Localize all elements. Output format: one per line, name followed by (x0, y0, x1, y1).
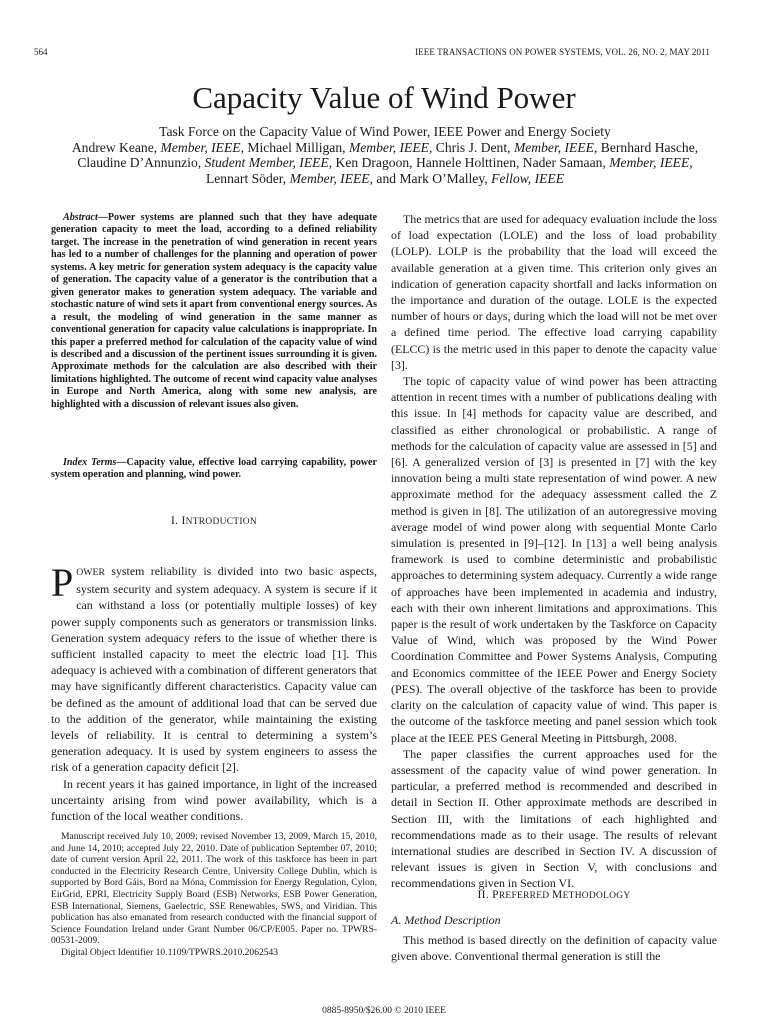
abstract (51, 212, 377, 411)
task-force-line: Task Force on the Capacity Value of Wind Power, IEEE Power and Energy Society (159, 124, 611, 139)
abstract-text: Power systems are planned such that they have adequate generation capacity to meet the load, according to a defined reliability target. The increase in the penetration of wind generation in recent years has led to a number of challenges for the planning and operation of power systems. A key metric for generation system adequacy is the capacity value of generation. The capacity value of a generator is the contribution that a given generator makes to generation system adequacy. The variable and stochastic nature of wind sets it apart from conventional energy sources. As a result, the modeling of wind generation in the same manner as conventional generation for capacity value calculations is inappropriate. In this paper a preferred method for calculation of the capacity value of wind is described and a discussion of the pertinent issues surrounding it is given. Approximate methods for the calculation are also described with their limitations highlighted. The outcome of recent wind capacity value analyses in Europe and North America, along with some new analysis, are highlighted with a discussion of relevant issues also given. (51, 212, 377, 410)
right-column-body (391, 211, 717, 892)
right-paragraph-2: The topic of capacity value of wind power has been attracting attention in recent times with a number of publications dealing with this issue. In [4] methods for capacity value are described, and classified as either chronological or probabilistic. A range of methods for the calculation of capacity value are assessed in [5] and [6]. A generalized version of [3] is presented in [7] with the key innovation being a multi state representation of wind power. A new approximate method for the adequacy assessment called the Z method is given in [8]. The utilization of an autoregressive moving average model of wind power along with sequential Monte Carlo simulation is presented in [9]–[12]. In [13] a well being analysis framework is used to combine deterministic and probabilistic approaches to determining system adequacy. Currently a wide range of approaches have been implemented in academia and industry, each with their own inherent limitations and approximations. This paper is the result of work undertaken by the Taskforce on Capacity Value of Wind, which was proposed by the Wind Power Coordination Committee and Power Systems Analysis, Computing and Economics committee of the IEEE Power and Energy Society (PES). The overall objective of the taskforce has been to provide clarity on the calculation of capacity value of wind. This paper is the outcome of the taskforce meeting and panel session which took place at the IEEE PES General Meeting in Pittsburgh, 2008. (391, 374, 717, 745)
index-terms-label: Index Terms— (63, 457, 127, 468)
section-heading-preferred-methodology: II. PREFERRED METHODOLOGY (477, 889, 631, 901)
introduction-body (51, 560, 377, 824)
intro-paragraph-1: POWER system reliability is divided into two basic aspects, system security and system adequacy. A system is secure if it can withstand a loss (or potentially multiple losses) of key power supply components such as generators or transmission links. Generation system adequacy refers to the issue of whether there is sufficient installed capacity to meet the electric load [1]. This adequacy is achieved with a combination of different generators that may have significantly different characteristics. Capacity value can be defined as the amount of additional load that can be served due to the addition of the generator, while maintaining the existing levels of reliability. It is central to determining a system’s generation adequacy. It is used by system engineers to assess the risk of a generation capacity deficit [2]. (51, 560, 377, 775)
section-heading-introduction: I. INTRODUCTION (171, 515, 257, 527)
abstract-label: Abstract— (63, 212, 108, 223)
footnote (51, 831, 377, 959)
author-block (40, 124, 730, 186)
copyright-footer: 0885-8950/$26.00 © 2010 IEEE (322, 1006, 446, 1016)
method-description-body (391, 932, 717, 964)
journal-header: IEEE TRANSACTIONS ON POWER SYSTEMS, VOL. 26, NO. 2, MAY 2011 (415, 47, 710, 57)
right-paragraph-4: This method is based directly on the definition of capacity value given above. Conventional thermal generation is still the (391, 933, 717, 964)
author-line-1: Andrew Keane, Member, IEEE, Michael Milligan, Member, IEEE, Chris J. Dent, Member, IEEE, Bernhard Hasche, (71, 139, 699, 155)
doi-note: Digital Object Identifier 10.1109/TPWRS.2010.2062543 (61, 946, 279, 958)
drop-cap: P (51, 560, 74, 605)
paper-title: Capacity Value of Wind Power (192, 80, 576, 115)
right-paragraph-3: The paper classifies the current approaches used for the assessment of the capacity value of wind power generation. In particular, a preferred method is recommended and described in detail in Section II. Other approximate methods are described in Section III, with the limitations of each highlighted and recommendations made as to their usage. The results of relevant international studies are described in Section IV. A discussion of relevant issues is given in Section V, with conclusions and recommendations given in Section VI. (391, 746, 717, 891)
intro-paragraph-2: In recent years it has gained importance, in light of the increased uncertainty arising from wind power availability, which is a function of the local weather conditions. (51, 776, 377, 824)
author-line-3: Lennart Söder, Member, IEEE, and Mark O’Malley, Fellow, IEEE (205, 170, 565, 186)
index-terms-text: Capacity value, effective load carrying capability, power system operation and planning, wind power. (51, 457, 377, 481)
author-line-2: Claudine D’Annunzio, Student Member, IEEE, Ken Dragoon, Hannele Holttinen, Nader Samaan, Member, IEEE, (77, 155, 693, 171)
right-paragraph-1: The metrics that are used for adequacy evaluation include the loss of load expectation (LOLE) and the loss of load probability (LOLP). LOLP is the probability that the load will exceed the available generation at a given time. This criterion only gives an indication of generation capacity shortfall and lacks information on the importance and duration of the outage. LOLE is the expected number of hours or days, during which the load will not be met over a defined time period. The effective load carrying capability (ELCC) is the metric used in this paper to denote the capacity value [3]. (391, 212, 717, 372)
subsection-heading: A. Method Description (391, 913, 501, 927)
manuscript-note: Manuscript received July 10, 2009; revised November 13, 2009, March 15, 2010, and June 14, 2010; accepted July 22, 2010. Date of publication September 07, 2010; date of current version April 22, 2011. The work of this taskforce has been in part conducted in the Electricity Research Centre, University College Dublin, which is supported by Bord Gáis, Bord na Móna, Commission for Energy Regulation, Cylon, EirGrid, EPRI, Electricity Supply Board (ESB) Networks, ESB Power Generation, ESB International, Siemens, Gaelectric, SSE Renewables, SWS, and Viridian. This publication has also emanated from research conducted with the financial support of Science Foundation Ireland under Grant Number 06/CP/E005. Paper no. TPWRS-00531-2009. (51, 831, 377, 947)
page-number: 564 (34, 47, 48, 57)
index-terms (51, 457, 377, 482)
